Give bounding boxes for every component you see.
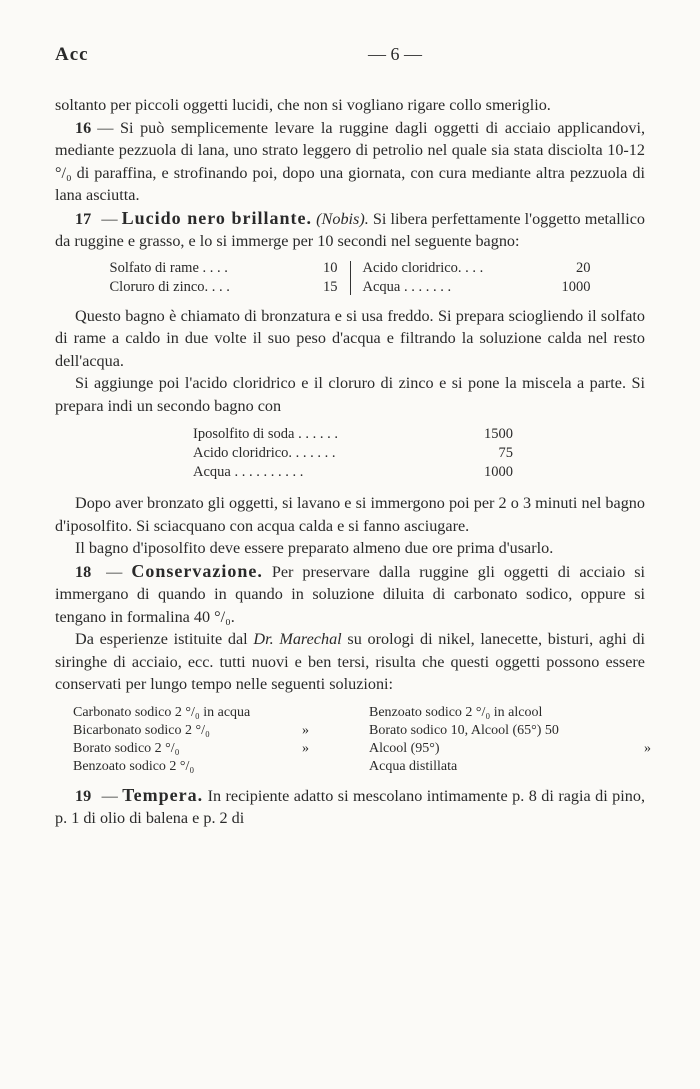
entry-title: Lucido nero brillante. xyxy=(121,207,313,228)
entry-source: (Nobis). xyxy=(316,209,369,228)
solution-item: Borato sodico 2 °/₀ » xyxy=(73,740,309,756)
entry-text: Per preservare dalla ruggine gli oggetti di acciaio si immergano di quando in quando in soluzione diluita di carbonato sodico, oppure si tengano in formalina 40 °/₀. xyxy=(55,562,645,626)
entry-number: 18 xyxy=(75,562,92,581)
paragraph-experiments: Da esperienze istituite dal Dr. Marechal su orologi di nikel, lanecette, bisturi, aghi di siringhe di acciaio, ecc. tutti nuovi e ben tersi, risulta che questi oggetti possono essere conservati per lungo tempo nelle seguenti soluzioni: xyxy=(55,630,646,693)
paragraph-bronzatura: Questo bagno è chiamato di bronzatura e si usa freddo. Si prepara sciogliendo il solfato di rame a caldo in due volte il suo peso d'acqua e filtrando la soluzione calda nel resto dell'acqua. xyxy=(55,306,645,370)
solution-item: Alcool (95°) » xyxy=(369,740,651,756)
recipe-line: Acqua . . . . . . . . . . 1000 xyxy=(193,464,513,480)
entry-text: In recipiente adatto si mescolano intimamente p. 8 di ragia di pino, p. 1 di olio di balena e p. 2 di xyxy=(55,786,646,827)
recipe-left-column xyxy=(98,259,350,297)
page-header xyxy=(55,44,645,68)
recipe-line: Iposolfito di soda . . . . . . 1500 xyxy=(193,426,513,442)
entry-text: Si libera perfettamente l'oggetto metallico da ruggine e grasso, e lo si immerge per 10 secondi nel seguente bagno: xyxy=(55,209,645,250)
recipe-bronzatura xyxy=(55,259,645,297)
solution-item: Bicarbonato sodico 2 °/₀ » xyxy=(73,722,309,738)
recipe-line: Acido cloridrico. . . . 20 xyxy=(362,259,591,276)
solution-item: Benzoato sodico 2 °/₀ xyxy=(73,758,195,774)
recipe-right-column xyxy=(351,259,603,297)
entry-number: 17 xyxy=(75,209,92,228)
entry-16 xyxy=(55,117,645,207)
author-name: Dr. Marechal xyxy=(253,630,342,648)
entry-number: 16 xyxy=(75,118,92,137)
entry-17 xyxy=(55,207,645,253)
paragraph-continuation: soltanto per piccoli oggetti lucidi, che non si vogliano rigare collo smeriglio. xyxy=(55,96,551,114)
running-head: Acc xyxy=(55,44,89,65)
entry-title: Conservazione. xyxy=(131,560,263,581)
entry-dash: — xyxy=(97,786,123,805)
solutions-table xyxy=(73,704,651,776)
solution-item: Borato sodico 10, Alcool (65°) 50 xyxy=(369,722,559,738)
entry-18 xyxy=(55,560,645,629)
recipe-line: Acido cloridrico. . . . . . . 75 xyxy=(193,445,513,461)
entry-number: 19 xyxy=(75,786,92,805)
recipe-line: Solfato di rame . . . . 10 xyxy=(109,259,338,276)
paragraph-bath-note: Il bagno d'iposolfito deve essere preparato almeno due ore prima d'usarlo. xyxy=(75,539,554,557)
entry-dash: — xyxy=(97,562,132,581)
paragraph-after-bronzing: Dopo aver bronzato gli oggetti, si lavano e si immergono poi per 2 o 3 minuti nel bagno d'iposolfito. Si sciacquano con acqua calda e si fanno asciugare. xyxy=(55,494,645,535)
solution-item: Carbonato sodico 2 °/₀ in acqua xyxy=(73,704,251,720)
paragraph-second-bath: Si aggiunge poi l'acido cloridrico e il cloruro di zinco e si pone la miscela a parte. Si prepara indi un secondo bagno con xyxy=(55,374,645,415)
recipe-iposolfito xyxy=(193,425,513,482)
entry-dash: — xyxy=(97,209,122,228)
entry-text: — Si può semplicemente levare la ruggine dagli oggetti di acciaio applicandovi, mediante pezzuola di lana, uno strato leggero di petrolio nel quale sia stata disciolta 10-12 °/₀ di paraffina, e strofinando poi, dopo una giornata, con cura mediante altra pezzuola di lana asciutta. xyxy=(55,118,645,204)
entry-title: Tempera. xyxy=(122,784,204,805)
recipe-line: Cloruro di zinco. . . . 15 xyxy=(109,278,338,295)
page-number: — 6 — xyxy=(368,44,422,64)
solution-item: Acqua distillata xyxy=(369,758,458,774)
page-body xyxy=(55,94,651,830)
entry-19 xyxy=(55,784,645,830)
recipe-line: Acqua . . . . . . . 1000 xyxy=(362,278,591,295)
solution-item: Benzoato sodico 2 °/₀ in alcool xyxy=(369,704,543,720)
